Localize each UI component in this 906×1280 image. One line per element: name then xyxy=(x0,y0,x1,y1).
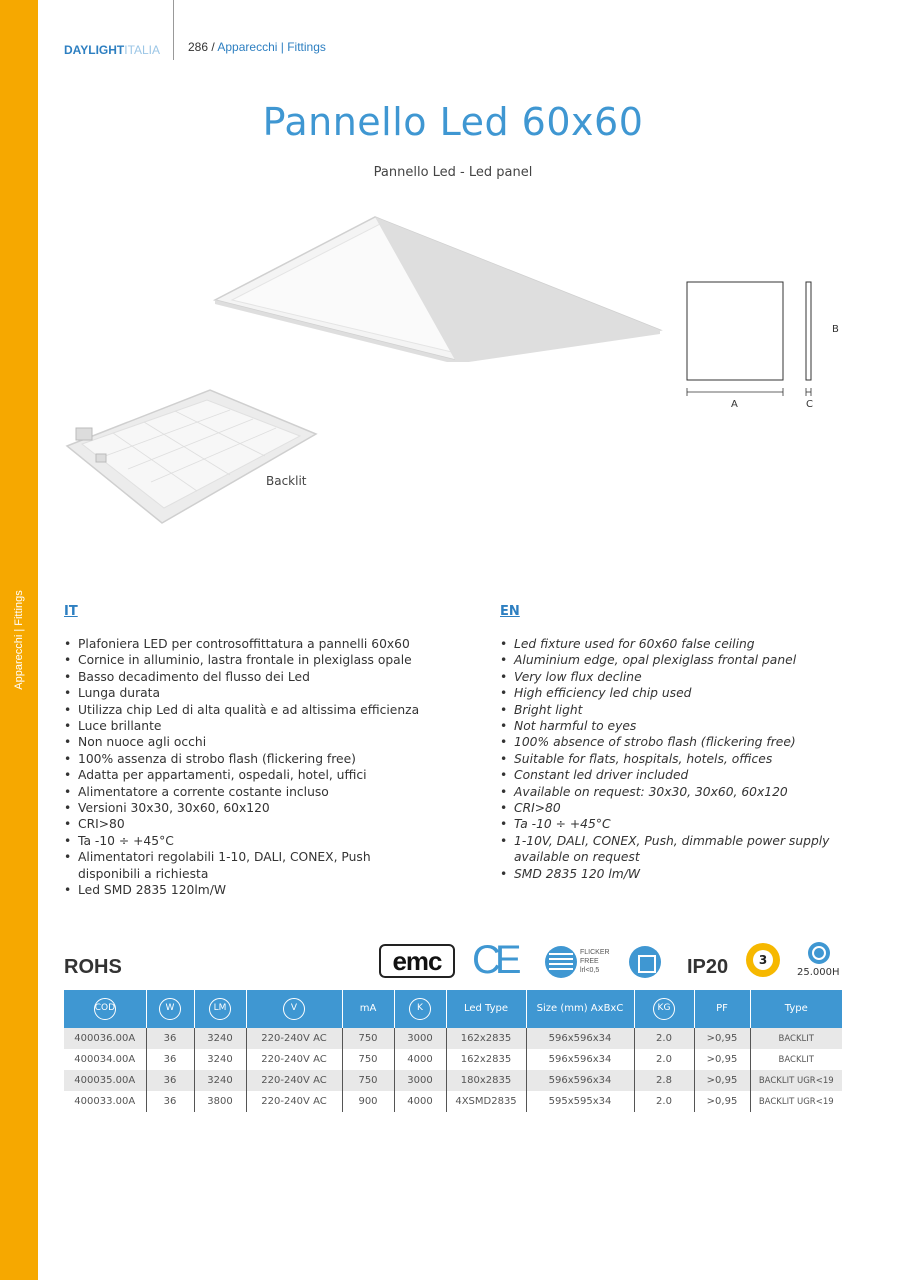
header-divider xyxy=(173,0,174,60)
list-item: • Versioni 30x30, 30x60, 60x120 xyxy=(64,800,424,816)
list-item: • Basso decadimento del flusso dei Led xyxy=(64,669,424,685)
brand-logo xyxy=(64,40,160,60)
lifetime-hours: 25.000H xyxy=(797,967,840,978)
ce-mark: CE xyxy=(472,938,516,982)
list-item: • 100% absence of strobo flash (flickering free) xyxy=(500,734,830,750)
list-item: • Utilizza chip Led di alta qualità e ad altissima efficienza xyxy=(64,702,424,718)
table-row: 400034.00A 36 3240 220-240V AC 750 4000 162x2835 596x596x34 2.0 >0,95 BACKLIT xyxy=(64,1049,842,1070)
ip-rating: IP20 xyxy=(687,956,729,978)
list-item: • Adatta per appartamenti, ospedali, hotel, uffici xyxy=(64,767,424,783)
list-item: • CRI>80 xyxy=(500,800,830,816)
table-row: 400033.00A 36 3800 220-240V AC 900 4000 4XSMD2835 595x595x34 2.0 >0,95 BACKLIT UGR<19 xyxy=(64,1091,842,1112)
spec-table xyxy=(64,990,842,1112)
list-item: • Lunga durata xyxy=(64,685,424,701)
dimension-b-label: B xyxy=(832,324,839,335)
warranty-years: 3 xyxy=(753,950,773,970)
list-item: • Non nuoce agli occhi xyxy=(64,734,424,750)
brand-bold: DAYLIGHT xyxy=(64,43,125,57)
table-row: 400035.00A 36 3240 220-240V AC 750 3000 180x2835 596x596x34 2.8 >0,95 BACKLIT UGR<19 xyxy=(64,1070,842,1091)
backlit-label: Backlit xyxy=(266,474,307,488)
col-type: Type xyxy=(750,990,842,1028)
col-size: Size (mm) AxBxC xyxy=(526,990,634,1028)
list-item: • Alimentatore a corrente costante incluso xyxy=(64,784,424,800)
col-voltage xyxy=(246,990,342,1028)
list-item: • CRI>80 xyxy=(64,816,424,832)
col-weight xyxy=(634,990,694,1028)
watt-icon: W xyxy=(159,998,181,1020)
dimension-drawing xyxy=(682,278,812,403)
page-number: 286 / xyxy=(188,40,215,54)
warranty-badge-icon xyxy=(746,943,780,977)
list-item: • Suitable for flats, hospitals, hotels, offices xyxy=(500,751,830,767)
col-pf: PF xyxy=(694,990,750,1028)
code-icon: COD xyxy=(94,998,116,1020)
list-item: • Plafoniera LED per controsoffittatura a pannelli 60x60 xyxy=(64,636,424,652)
list-item: • Ta -10 ÷ +45°C xyxy=(500,816,830,832)
list-item: • Led SMD 2835 120lm/W xyxy=(64,882,424,898)
side-band xyxy=(0,0,38,1280)
list-item: • Aluminium edge, opal plexiglass frontal panel xyxy=(500,652,830,668)
it-feature-list xyxy=(64,636,424,899)
dimension-a-label: A xyxy=(731,399,738,410)
list-item: • Bright light xyxy=(500,702,830,718)
list-item: • Ta -10 ÷ +45°C xyxy=(64,833,424,849)
lumen-icon: LM xyxy=(209,998,231,1020)
breadcrumb xyxy=(188,40,326,54)
col-code xyxy=(64,990,146,1028)
list-item: • Available on request: 30x30, 30x60, 60x120 xyxy=(500,784,830,800)
list-item: • Very low flux decline xyxy=(500,669,830,685)
flicker-free-text: FLICKER FREE lrl<0,5 xyxy=(580,949,610,974)
list-item: • Constant led driver included xyxy=(500,767,830,783)
page-subtitle: Pannello Led - Led panel xyxy=(373,165,533,180)
table-header-row xyxy=(64,990,842,1028)
double-insulation-icon xyxy=(629,946,661,978)
rohs-mark: ROHS xyxy=(64,956,122,978)
list-item: • Not harmful to eyes xyxy=(500,718,830,734)
backlit-product-image xyxy=(62,388,322,528)
list-item: • High efficiency led chip used xyxy=(500,685,830,701)
emc-logo xyxy=(379,944,455,978)
dimension-c-label: C xyxy=(806,399,813,410)
list-item: • Led fixture used for 60x60 false ceiling xyxy=(500,636,830,652)
col-watt xyxy=(146,990,194,1028)
it-heading: IT xyxy=(64,604,78,619)
kelvin-icon: K xyxy=(409,998,431,1020)
emc-text: emc xyxy=(392,945,442,976)
flicker-free-icon xyxy=(545,946,577,978)
lifetime-clock-icon xyxy=(808,942,830,964)
panel-product-image xyxy=(210,212,665,362)
weight-icon: KG xyxy=(653,998,675,1020)
list-item: • Alimentatori regolabili 1-10, DALI, CONEX, Push disponibili a richiesta xyxy=(64,849,424,882)
list-item: • Cornice in alluminio, lastra frontale in plexiglass opale xyxy=(64,652,424,668)
list-item: • 100% assenza di strobo flash (flickering free) xyxy=(64,751,424,767)
breadcrumb-link[interactable]: Apparecchi | Fittings xyxy=(217,40,326,54)
page-title: Pannello Led 60x60 xyxy=(262,100,644,144)
col-kelvin xyxy=(394,990,446,1028)
list-item: • 1-10V, DALI, CONEX, Push, dimmable power supply available on request xyxy=(500,833,830,866)
col-lumen xyxy=(194,990,246,1028)
brand-light: ITALIA xyxy=(124,43,161,57)
list-item: • Luce brillante xyxy=(64,718,424,734)
en-feature-list xyxy=(500,636,830,882)
side-section-label: Apparecchi | Fittings xyxy=(13,590,25,690)
col-ma: mA xyxy=(342,990,394,1028)
table-row: 400036.00A 36 3240 220-240V AC 750 3000 162x2835 596x596x34 2.0 >0,95 BACKLIT xyxy=(64,1028,842,1049)
en-heading: EN xyxy=(500,604,520,619)
list-item: • SMD 2835 120 lm/W xyxy=(500,866,830,882)
voltage-icon: V xyxy=(283,998,305,1020)
col-led-type: Led Type xyxy=(446,990,526,1028)
